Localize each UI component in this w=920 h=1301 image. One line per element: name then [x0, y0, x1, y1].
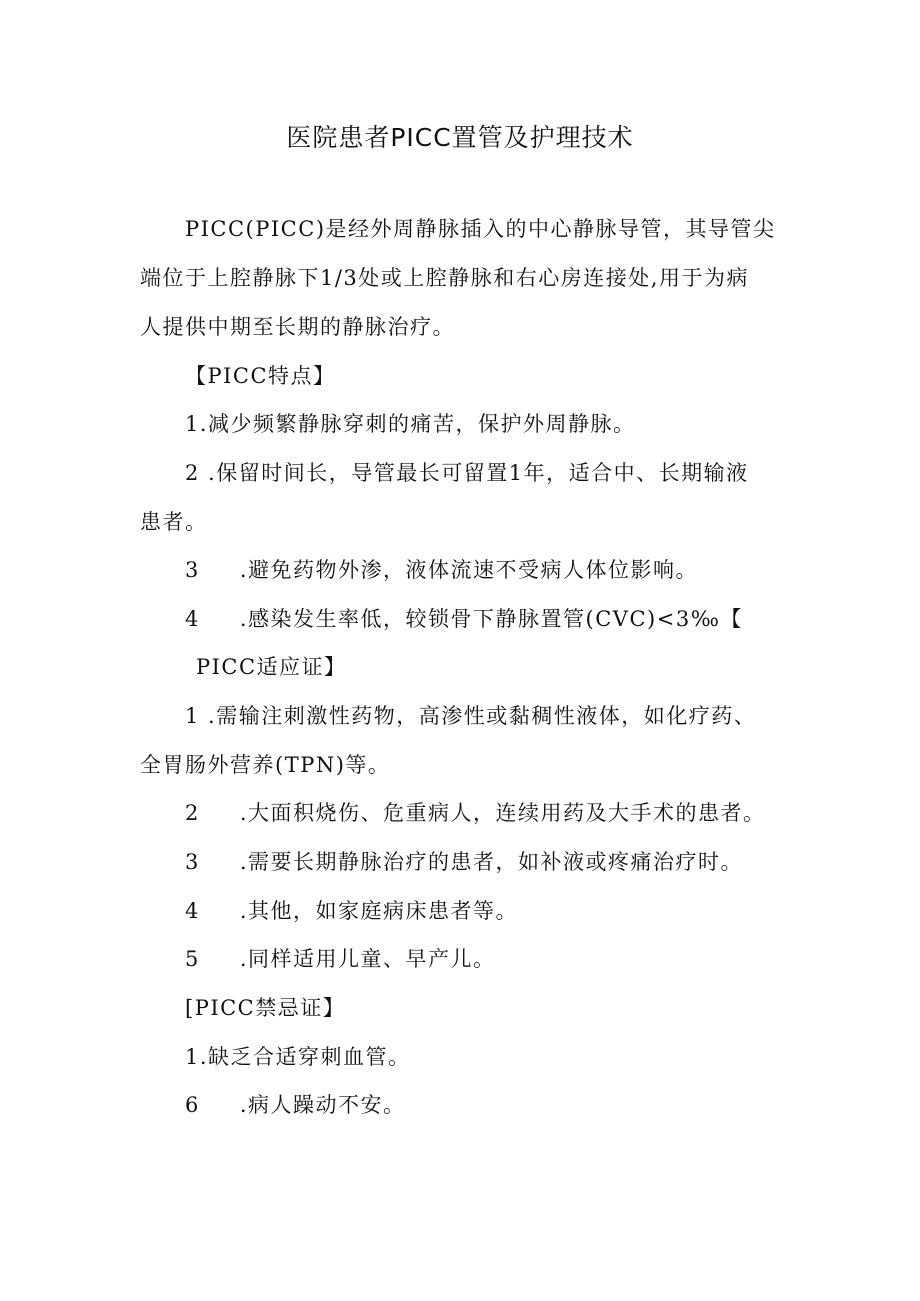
contraindications-item-2-number: 6 [185, 1093, 200, 1117]
indications-item-1-line-2: 全胃肠外营养(TPN)等。 [140, 753, 391, 777]
indications-item-2-number: 2 [185, 801, 200, 825]
contraindications-item-2 [185, 1090, 406, 1120]
contraindications-heading: [PICC禁忌证】 [185, 996, 346, 1020]
indications-item-4 [185, 896, 518, 926]
indications-item-3 [185, 847, 743, 877]
features-heading: 【PICC特点】 [185, 364, 336, 388]
intro-line-2: 端位于上腔静脉下1/3处或上腔静脉和右心房连接处,用于为病 [140, 266, 749, 290]
indications-heading: PICC适应证】 [196, 655, 347, 679]
indications-item-5-text: .同样适用儿童、早产儿。 [239, 947, 496, 971]
features-item-4-text: .感染发生率低，较锁骨下静脉置管(CVC)<3‰【 [239, 607, 743, 631]
indications-item-2 [185, 798, 766, 828]
indications-item-5-number: 5 [185, 947, 200, 971]
document-title: 医院患者PICC置管及护理技术 [286, 123, 634, 152]
intro-line-3: 人提供中期至长期的静脉治疗。 [140, 315, 455, 339]
indications-item-5 [185, 944, 496, 974]
contraindications-item-2-text: .病人躁动不安。 [239, 1093, 406, 1117]
indications-item-4-text: .其他，如家庭病床患者等。 [239, 899, 519, 923]
features-item-4-number: 4 [185, 607, 200, 631]
indications-item-3-text: .需要长期静脉治疗的患者，如补液或疼痛治疗时。 [239, 850, 744, 874]
features-item-4 [185, 604, 743, 634]
indications-item-1-line-1: 1 .需输注刺激性药物，高渗性或黏稠性液体，如化疗药、 [185, 704, 757, 728]
contraindications-item-1: 1.缺乏合适穿刺血管。 [185, 1045, 411, 1069]
features-item-2-line-1: 2 .保留时间长，导管最长可留置1年，适合中、长期输液 [185, 461, 749, 485]
features-item-3-number: 3 [185, 558, 200, 582]
features-item-1: 1.减少频繁静脉穿刺的痛苦，保护外周静脉。 [185, 412, 636, 436]
features-item-3 [185, 555, 698, 585]
indications-item-2-text: .大面积烧伤、危重病人，连续用药及大手术的患者。 [239, 801, 766, 825]
features-item-2-line-2: 患者。 [140, 510, 208, 534]
features-item-3-text: .避免药物外渗，液体流速不受病人体位影响。 [239, 558, 699, 582]
intro-line-1: PICC(PICC)是经外周静脉插入的中心静脉导管，其导管尖 [185, 217, 776, 241]
indications-item-4-number: 4 [185, 899, 200, 923]
indications-item-3-number: 3 [185, 850, 200, 874]
